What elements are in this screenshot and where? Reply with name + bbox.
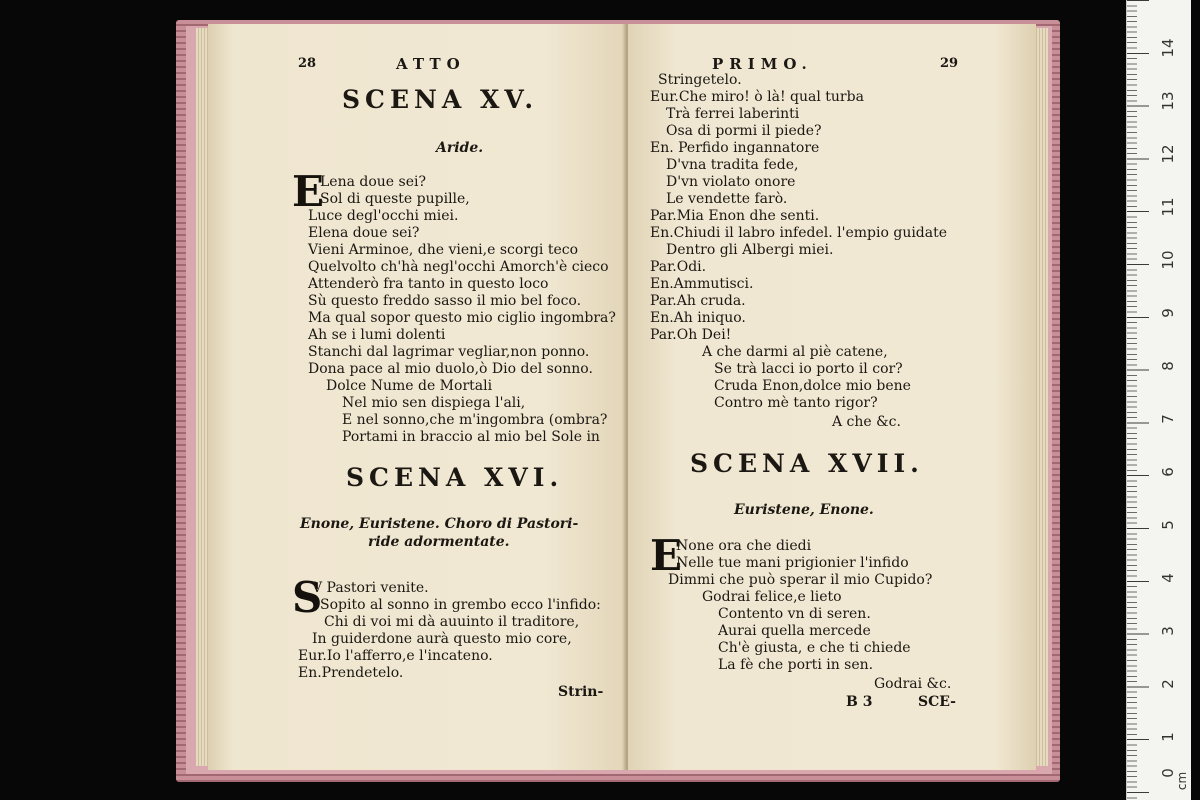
verse-line: Vieni Arminoe, dhe vieni,e scorgi teco — [308, 242, 579, 258]
page-edges-right — [1034, 28, 1048, 766]
verse-line: Chi di voi mi dà auuinto il traditore, — [324, 614, 580, 630]
verse-line: Portami in braccio al mio bel Sole in — [342, 429, 600, 445]
page-number-right: 29 — [940, 56, 959, 71]
ruler-number: 7 — [1159, 414, 1177, 424]
verse-line: En.Ah iniquo. — [650, 310, 746, 326]
ruler-number: 0 — [1159, 768, 1177, 778]
verse-line: Dimmi che può sperar il mio Cupido? — [668, 572, 933, 588]
verse-line: Sopito al sonno in grembo ecco l'infido: — [320, 597, 601, 613]
signature-mark: B 3 — [846, 694, 873, 710]
verse-line: Eur.Che miro! ò là! qual turba — [650, 89, 864, 105]
verse-line: Se trà lacci io porto il cor? — [714, 361, 903, 377]
scene-title: SCENA XVI. — [346, 463, 564, 492]
ruler-unit: cm — [1175, 771, 1189, 791]
verse-line: Lena doue sei? — [320, 174, 426, 190]
cast-list: ride adormentate. — [368, 534, 510, 550]
drop-capital: S — [292, 573, 323, 622]
ruler-number: 14 — [1159, 38, 1177, 58]
verse-line: Sol di queste pupille, — [320, 191, 470, 207]
verse-line: En. Perfido ingannatore — [650, 140, 820, 156]
verse-line: Aurai quella mercede — [718, 623, 871, 639]
verse-line: Dolce Nume de Mortali — [326, 378, 493, 394]
ruler-number: 12 — [1159, 144, 1177, 164]
ruler-number: 9 — [1159, 308, 1177, 318]
verse-line: E nel sonno,che m'ingombra (ombra? — [342, 412, 608, 428]
scene-title: SCENA XVII. — [690, 449, 924, 478]
ruler-number: 11 — [1159, 197, 1177, 217]
verse-line: Le vendette farò. — [666, 191, 788, 207]
verse-line: La fè che porti in sen. — [718, 657, 874, 673]
verse-line: Par.Odi. — [650, 259, 707, 275]
verse-line: Cruda Enon,dolce mio bene — [714, 378, 911, 394]
scale-ruler — [1126, 0, 1191, 800]
running-head-left: ATTO — [396, 55, 466, 73]
ruler-number: 2 — [1159, 679, 1177, 689]
ruler-number: 4 — [1159, 573, 1177, 583]
verse-line: In guiderdone aurà questo mio core, — [312, 631, 572, 647]
verse-line: Par.Mia Enon dhe senti. — [650, 208, 820, 224]
ruler-number: 8 — [1159, 361, 1177, 371]
page-number-left: 28 — [298, 56, 317, 71]
verse-line: Elena doue sei? — [308, 225, 420, 241]
verse-line: Luce degl'occhi miei. — [308, 208, 459, 224]
ruler-ticks — [1127, 0, 1149, 800]
verse-line: V Pastori venite. — [312, 580, 429, 596]
cast-list: Euristene, Enone. — [734, 502, 874, 518]
verse-line: Nel mio sen dispiega l'ali, — [342, 395, 526, 411]
verse-line: Dona pace al mio duolo,ò Dio del sonno. — [308, 361, 593, 377]
verse-line: Ah se i lumi dolenti — [308, 327, 446, 343]
verse-line: Ch'è giusta, e che ti chiede — [718, 640, 911, 656]
ruler-number: 10 — [1159, 250, 1177, 270]
verse-line: Contro mè tanto rigor? — [714, 395, 878, 411]
verse-line: Trà ferrei laberinti — [666, 106, 800, 122]
running-head-right: PRIMO. — [712, 55, 813, 73]
verse-line: Stringetelo. — [658, 72, 742, 88]
left-page — [208, 24, 628, 770]
right-page — [628, 24, 1036, 770]
verse-line: Dentro gli Albergi miei. — [666, 242, 834, 258]
verse-line: En.Ammutisci. — [650, 276, 754, 292]
ruler-number: 13 — [1159, 91, 1177, 111]
verse-line: Osa di pormi il piede? — [666, 123, 822, 139]
ruler-number: 6 — [1159, 467, 1177, 477]
verse-line: Godrai felice,e lieto — [702, 589, 842, 605]
verse-line: Stanchi dal lagrimar vegliar,non ponno. — [308, 344, 590, 360]
verse-line: None ora che diedi — [676, 538, 812, 554]
verse-line: D'vna tradita fede, — [666, 157, 799, 173]
ruler-number: 5 — [1159, 520, 1177, 530]
verse-line: Godrai &c. — [874, 676, 952, 692]
ruler-number: 1 — [1159, 732, 1177, 742]
drop-capital: E — [292, 167, 325, 216]
cast-list: Enone, Euristene. Choro di Pastori- — [300, 516, 579, 532]
verse-line: Quelvolto ch'hà negl'occhi Amorch'è cieco — [308, 259, 609, 275]
verse-line: D'vn violato onore — [666, 174, 796, 190]
verse-line: Attenderò fra tanto in questo loco — [308, 276, 549, 292]
verse-line: Sù questo freddo sasso il mio bel foco. — [308, 293, 582, 309]
verse-line: Nelle tue mani prigionier l'infido — [676, 555, 909, 571]
verse-line: Ma qual sopor questo mio ciglio ingombra? — [308, 310, 616, 326]
verse-line: En.Chiudi il labro infedel. l'empio guidate — [650, 225, 948, 241]
verse-line: Contento vn di seren. — [718, 606, 871, 622]
ruler-number: 3 — [1159, 626, 1177, 636]
scene-title: SCENA XV. — [342, 85, 539, 114]
verse-line: Par.Ah cruda. — [650, 293, 746, 309]
catchword: Strin- — [558, 684, 604, 700]
verse-line: En.Prendetelo. — [298, 665, 404, 681]
verse-line: A che darmi al piè catene, — [702, 344, 888, 360]
verse-line: Eur.Io l'afferro,e l'incateno. — [298, 648, 493, 664]
verse-line: A che &c. — [832, 414, 901, 430]
catchword: SCE- — [918, 694, 956, 710]
verse-line: Par.Oh Dei! — [650, 327, 732, 343]
drop-capital: E — [650, 531, 683, 580]
speaker-name: Aride. — [436, 140, 484, 156]
